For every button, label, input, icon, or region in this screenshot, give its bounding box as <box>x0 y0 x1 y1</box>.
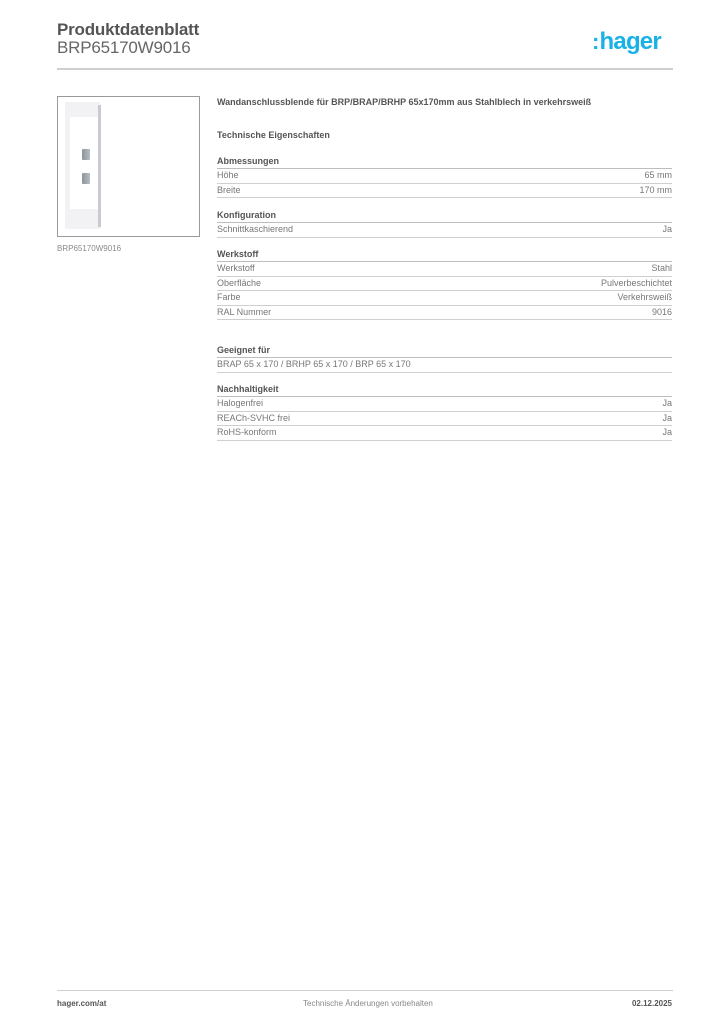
property-label: Werkstoff <box>217 263 255 273</box>
property-label: Schnittkaschierend <box>217 224 294 234</box>
property-label: Höhe <box>217 170 239 180</box>
property-label: Breite <box>217 184 241 195</box>
property-value: Ja <box>662 412 672 423</box>
property-label: Farbe <box>217 292 241 302</box>
section-konfiguration <box>217 209 672 238</box>
property-value: Pulverbeschichtet <box>600 277 672 288</box>
property-row <box>217 306 672 321</box>
property-row <box>217 223 672 238</box>
property-row <box>217 397 672 412</box>
property-row <box>217 184 672 199</box>
product-description: Wandanschlussblende für BRP/BRAP/BRHP 65x170mm aus Stahlblech in verkehrsweiß <box>217 97 592 107</box>
property-label: Oberfläche <box>217 277 262 288</box>
logo-colon: : <box>592 29 599 54</box>
section-werkstoff <box>217 248 672 320</box>
property-value: 170 mm <box>639 184 672 195</box>
section-abmessungen <box>217 155 672 198</box>
panel-cutout <box>70 117 98 209</box>
hager-logo <box>592 28 661 56</box>
property-row <box>217 277 672 292</box>
property-value: Ja <box>662 398 672 408</box>
mounting-clip-icon <box>82 173 90 184</box>
logo-text: hager <box>599 28 661 55</box>
property-value: Ja <box>662 224 672 234</box>
property-value: Ja <box>662 427 672 437</box>
property-value: 9016 <box>651 306 672 317</box>
footer-disclaimer: Technische Änderungen vorbehalten <box>303 999 433 1008</box>
header-divider <box>57 68 673 70</box>
section-title: Geeignet für <box>217 344 672 358</box>
footer-date: 02.12.2025 <box>631 999 672 1008</box>
property-row <box>217 291 672 306</box>
property-label: BRAP 65 x 170 / BRHP 65 x 170 / BRP 65 x 170 <box>217 359 411 369</box>
property-row <box>217 412 672 427</box>
footer-divider <box>57 990 673 991</box>
property-value: Verkehrsweiß <box>617 292 672 302</box>
property-row <box>217 262 672 277</box>
property-row <box>217 358 672 373</box>
image-caption: BRP65170W9016 <box>57 244 122 253</box>
property-row <box>217 426 672 441</box>
section-title: Abmessungen <box>217 155 672 169</box>
property-label: RAL Nummer <box>217 306 272 317</box>
panel-edge <box>98 105 101 227</box>
mounting-clip-icon <box>82 149 90 160</box>
product-image <box>57 96 200 237</box>
property-row <box>217 169 672 184</box>
section-title: Werkstoff <box>217 248 672 262</box>
technical-heading: Technische Eigenschaften <box>217 130 330 140</box>
section-title: Nachhaltigkeit <box>217 383 672 397</box>
footer-website-link[interactable]: hager.com/at <box>57 999 107 1008</box>
section-title: Konfiguration <box>217 209 672 223</box>
property-label: Halogenfrei <box>217 398 264 408</box>
section-nachhaltigkeit <box>217 383 672 441</box>
property-label: REACh-SVHC frei <box>217 412 291 423</box>
document-title: Produktdatenblatt <box>57 20 200 39</box>
property-value: Stahl <box>651 263 672 273</box>
property-value: 65 mm <box>644 170 672 180</box>
product-code: BRP65170W9016 <box>57 38 191 57</box>
section-geeignet-fuer <box>217 344 672 373</box>
property-label: RoHS-konform <box>217 427 277 437</box>
